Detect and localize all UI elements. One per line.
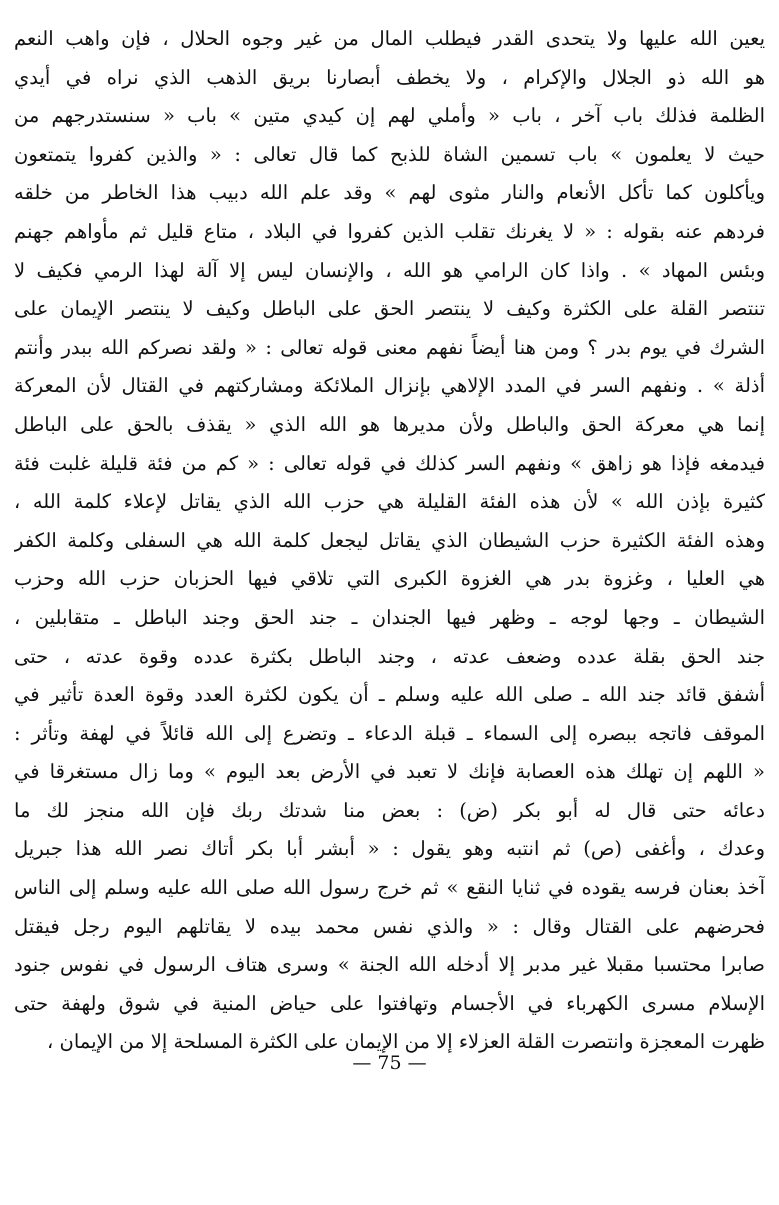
text-line: فحرضهم على القتال وقال : « والذي نفس محمد بيده لا يقاتلهم اليوم رجل فيقتل — [14, 914, 765, 938]
page-number: — 75 — — [352, 1052, 427, 1074]
text-line: كثيرة بإذن الله » لأن هذه الفئة القليلة هي حزب الله الذي يقاتل لإعلاء كلمة الله ، — [14, 490, 765, 514]
text-line: ويأكلون كما تأكل الأنعام والنار مثوى لهم » وقد علم الله دبيب هذا الخاطر من خلقه — [14, 181, 765, 205]
text-line: تنتصر القلة على الكثرة وكيف لا ينتصر الحق على الباطل وكيف لا ينتصر الإيمان على — [14, 297, 765, 321]
body-text — [14, 20, 765, 1062]
text-line: إنما هي معركة الحق والباطل ولأن مديرها هو الله الذي « يقذف بالحق على الباطل — [14, 412, 765, 436]
text-line: حيث لا يعلمون » باب تسمين الشاة للذبح كما قال تعالى : « والذين كفروا يتمتعون — [14, 142, 765, 166]
text-line: أشفق قائد جند الله ـ صلى الله عليه وسلم ـ أن يكون لكثرة العدد وقوة العدة تأثير في — [14, 683, 765, 707]
text-line: دعائه حتى قال له أبو بكر (ض) : بعض منا شدتك ربك فإن الله منجز لك ما — [14, 798, 765, 822]
text-line: آخذ بعنان فرسه يقوده في ثنايا النقع » ثم خرج رسول الله صلى الله عليه وسلم إلى الناس — [14, 876, 765, 900]
text-line: أذلة » . ونفهم السر في المدد الإلاهي بإنزال الملائكة ومشاركتهم في القتال لأن المعركة — [14, 374, 765, 398]
text-line: هي العليا ، وغزوة بدر هي الغزوة الكبرى التي تلاقي فيها الحزبان حزب الله وحزب — [14, 567, 765, 591]
text-line: الشيطان ـ وجها لوجه ـ وظهر فيها الجندان ـ جند الحق وجند الباطل ـ متقابلين ، — [14, 605, 765, 629]
text-line: فيدمغه فإذا هو زاهق » ونفهم السر كذلك في قوله تعالى : « كم من فئة قليلة غلبت فئة — [14, 451, 765, 475]
text-line: « اللهم إن تهلك هذه العصابة فإنك لا تعبد في الأرض بعد اليوم » وما زال مستغرقا في — [14, 760, 765, 784]
text-line: فردهم عنه بقوله : « لا يغرنك تقلب الذين كفروا في البلاد ، متاع قليل ثم مأواهم جهنم — [14, 219, 765, 243]
text-line: وهذه الفئة الكثيرة حزب الشيطان الذي يقاتل ليجعل كلمة الله هي السفلى وكلمة الكفر — [14, 528, 765, 552]
text-line: الإسلام مسرى الكهرباء في الأجسام وتهافتوا على حياض المنية في شوق ولهفة حتى — [14, 991, 765, 1015]
text-line: ظهرت المعجزة وانتصرت القلة العزلاء إلا من الإيمان على الكثرة المسلحة إلا من الإيمان ، — [47, 1030, 765, 1054]
text-line: الشرك في يوم بدر ؟ ومن هنا أيضاً نفهم معنى قوله تعالى : « ولقد نصركم الله ببدر وأنتم — [14, 335, 765, 359]
text-line: وعدك ، وأغفى (ص) ثم انتبه وهو يقول : « أبشر أبا بكر أتاك نصر الله هذا جبريل — [14, 837, 765, 861]
text-line: الظلمة فذلك باب آخر ، باب « وأملي لهم إن كيدي متين » باب « سنستدرجهم من — [14, 104, 765, 128]
text-line: يعين الله عليها ولا يتحدى القدر فيطلب المال من غير وجوه الحلال ، فإن واهب النعم — [14, 27, 765, 50]
text-line: هو الله ذو الجلال والإكرام ، ولا يخطف أبصارنا بريق الذهب الذي نراه في أيدي — [14, 65, 765, 89]
text-line: الموقف فاتجه ببصره إلى السماء ـ قبلة الدعاء ـ وتضرع إلى الله قائلاً في لهفة وتأثر : — [14, 721, 765, 745]
text-line: صابرا محتسبا مقبلا غير مدبر إلا أدخله الله الجنة » وسرى هتاف الرسول في نفوس جنود — [14, 953, 765, 977]
text-line: وبئس المهاد » . واذا كان الرامي هو الله ، والإنسان ليس إلا آلة لهذا الرمي فكيف لا — [14, 258, 765, 282]
text-line: جند الحق بقلة عدده وضعف عدته ، وجند الباطل بكثرة عدده وقوة عدته ، حتى — [14, 644, 765, 668]
